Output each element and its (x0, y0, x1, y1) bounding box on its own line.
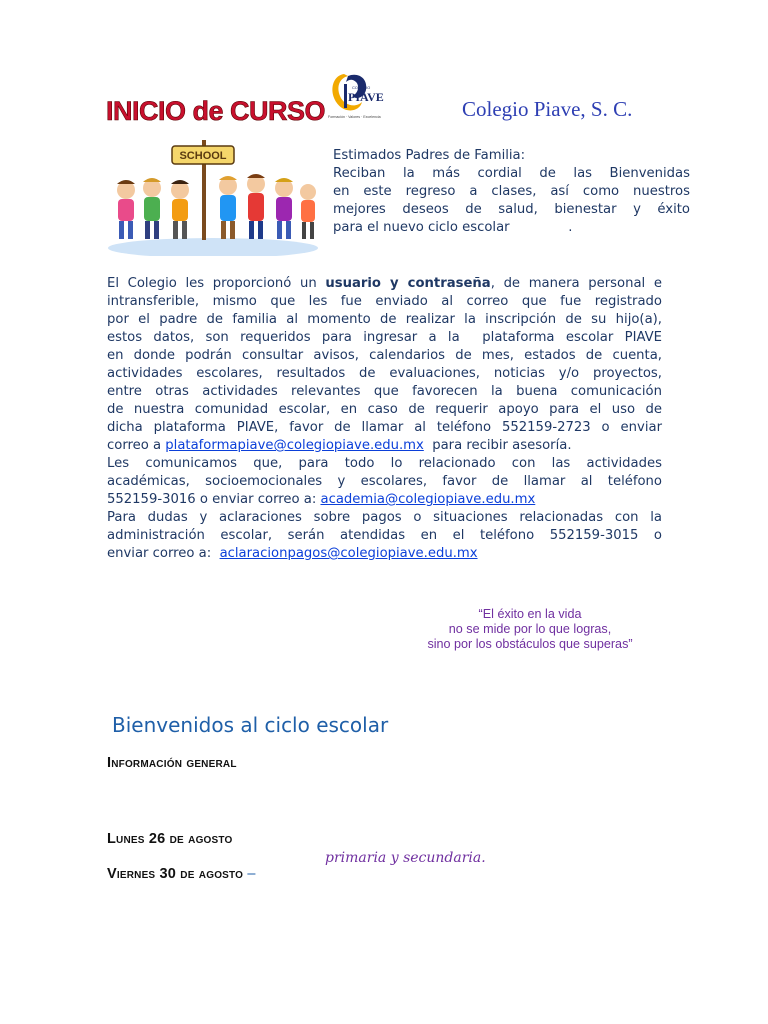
paragraph-line: enviar correo a: aclaracionpagos@colegiopiave.edu.mx (107, 546, 478, 561)
quote-line: sino por los obstáculos que superas” (427, 637, 633, 651)
paragraph-line: El Colegio les proporcionó un usuario y contraseña, de manera personal e (107, 276, 662, 291)
school-sign-text: SCHOOL (179, 150, 227, 162)
logo-small-text: COLEGIO (352, 85, 371, 90)
banner-title: INICIO de CURSO (106, 96, 326, 126)
greeting-line: Reciban la más cordial de las Bienvenidas (333, 166, 690, 181)
academia-email-link[interactable]: academia@colegiopiave.edu.mx (320, 492, 536, 507)
info-heading: Información general (107, 755, 237, 771)
credentials-bold-text: usuario y contraseña (325, 276, 491, 291)
date-friday: Viernes 30 de agosto – (107, 866, 256, 882)
logo-name: PIAVE (348, 90, 384, 104)
greeting-line: para el nuevo ciclo escolar . (333, 220, 573, 235)
paragraph-line: correo a plataformapiave@colegiopiave.edu.mx para recibir asesoría. (107, 438, 572, 453)
paragraph-line: Para dudas y aclaraciones sobre pagos o situaciones relacionadas con la (107, 510, 662, 525)
paragraph-line: actividades escolares, resultados de evaluaciones, noticias y/o proyectos, (107, 366, 662, 381)
paragraph-line: de nuestra comunidad escolar, en caso de requerir apoyo para el uso de (107, 402, 662, 417)
paragraph-line: intransferible, mismo que les fue enviado al correo que fue registrado (107, 294, 662, 309)
paragraph-line: por el padre de familia al momento de realizar la inscripción de su hijo(a), (107, 312, 662, 327)
paragraph-line: Les comunicamos que, para todo lo relacionado con las actividades (107, 456, 662, 471)
school-name: Colegio Piave, S. C. (462, 97, 633, 121)
paragraph-line: 552159-3016 o enviar correo a: academia@colegiopiave.edu.mx (107, 492, 536, 507)
paragraph-line: entre otras actividades relevantes que favorecen la buena comunicación (107, 384, 662, 399)
welcome-heading: Bienvenidos al ciclo escolar (112, 713, 389, 737)
main-paragraph (107, 275, 662, 563)
greeting-line: mejores deseos de salud, bienestar y éxito (333, 202, 690, 217)
quote-line: “El éxito en la vida (478, 607, 582, 621)
quote-line: no se mide por lo que logras, (448, 622, 612, 636)
logo-tagline: Formación · Valores · Excelencia (328, 115, 381, 119)
date-monday: Lunes 26 de agosto (107, 831, 233, 847)
plataforma-email-link[interactable]: plataformapiave@colegiopiave.edu.mx (165, 438, 424, 453)
paragraph-line: estos datos, son requeridos para ingresar a la plataforma escolar PIAVE (107, 330, 662, 345)
paragraph-line: dicha plataforma PIAVE, favor de llamar al teléfono 552159-2723 o enviar (107, 420, 662, 435)
paragraph-line: administración escolar, serán atendidas en el teléfono 552159-3015 o (107, 528, 662, 543)
paragraph-line: en donde podrán consultar avisos, calendarios de mes, estados de cuenta, (107, 348, 662, 363)
aclaracion-pagos-email-link[interactable]: aclaracionpagos@colegiopiave.edu.mx (219, 546, 478, 561)
paragraph-line: académicas, socioemocionales y escolares, favor de llamar al teléfono (107, 474, 662, 489)
children-walking-to-school-illustration (106, 130, 320, 256)
motivational-quote (400, 607, 660, 652)
colegio-piave-logo (326, 68, 392, 128)
greeting-line: en este regreso a clases, así como nuestros (333, 184, 690, 199)
inicio-de-curso-banner (106, 90, 326, 256)
greeting-block (333, 147, 690, 237)
school-levels: primaria y secundaria. (325, 850, 486, 866)
greeting-line: Estimados Padres de Familia: (333, 148, 526, 163)
